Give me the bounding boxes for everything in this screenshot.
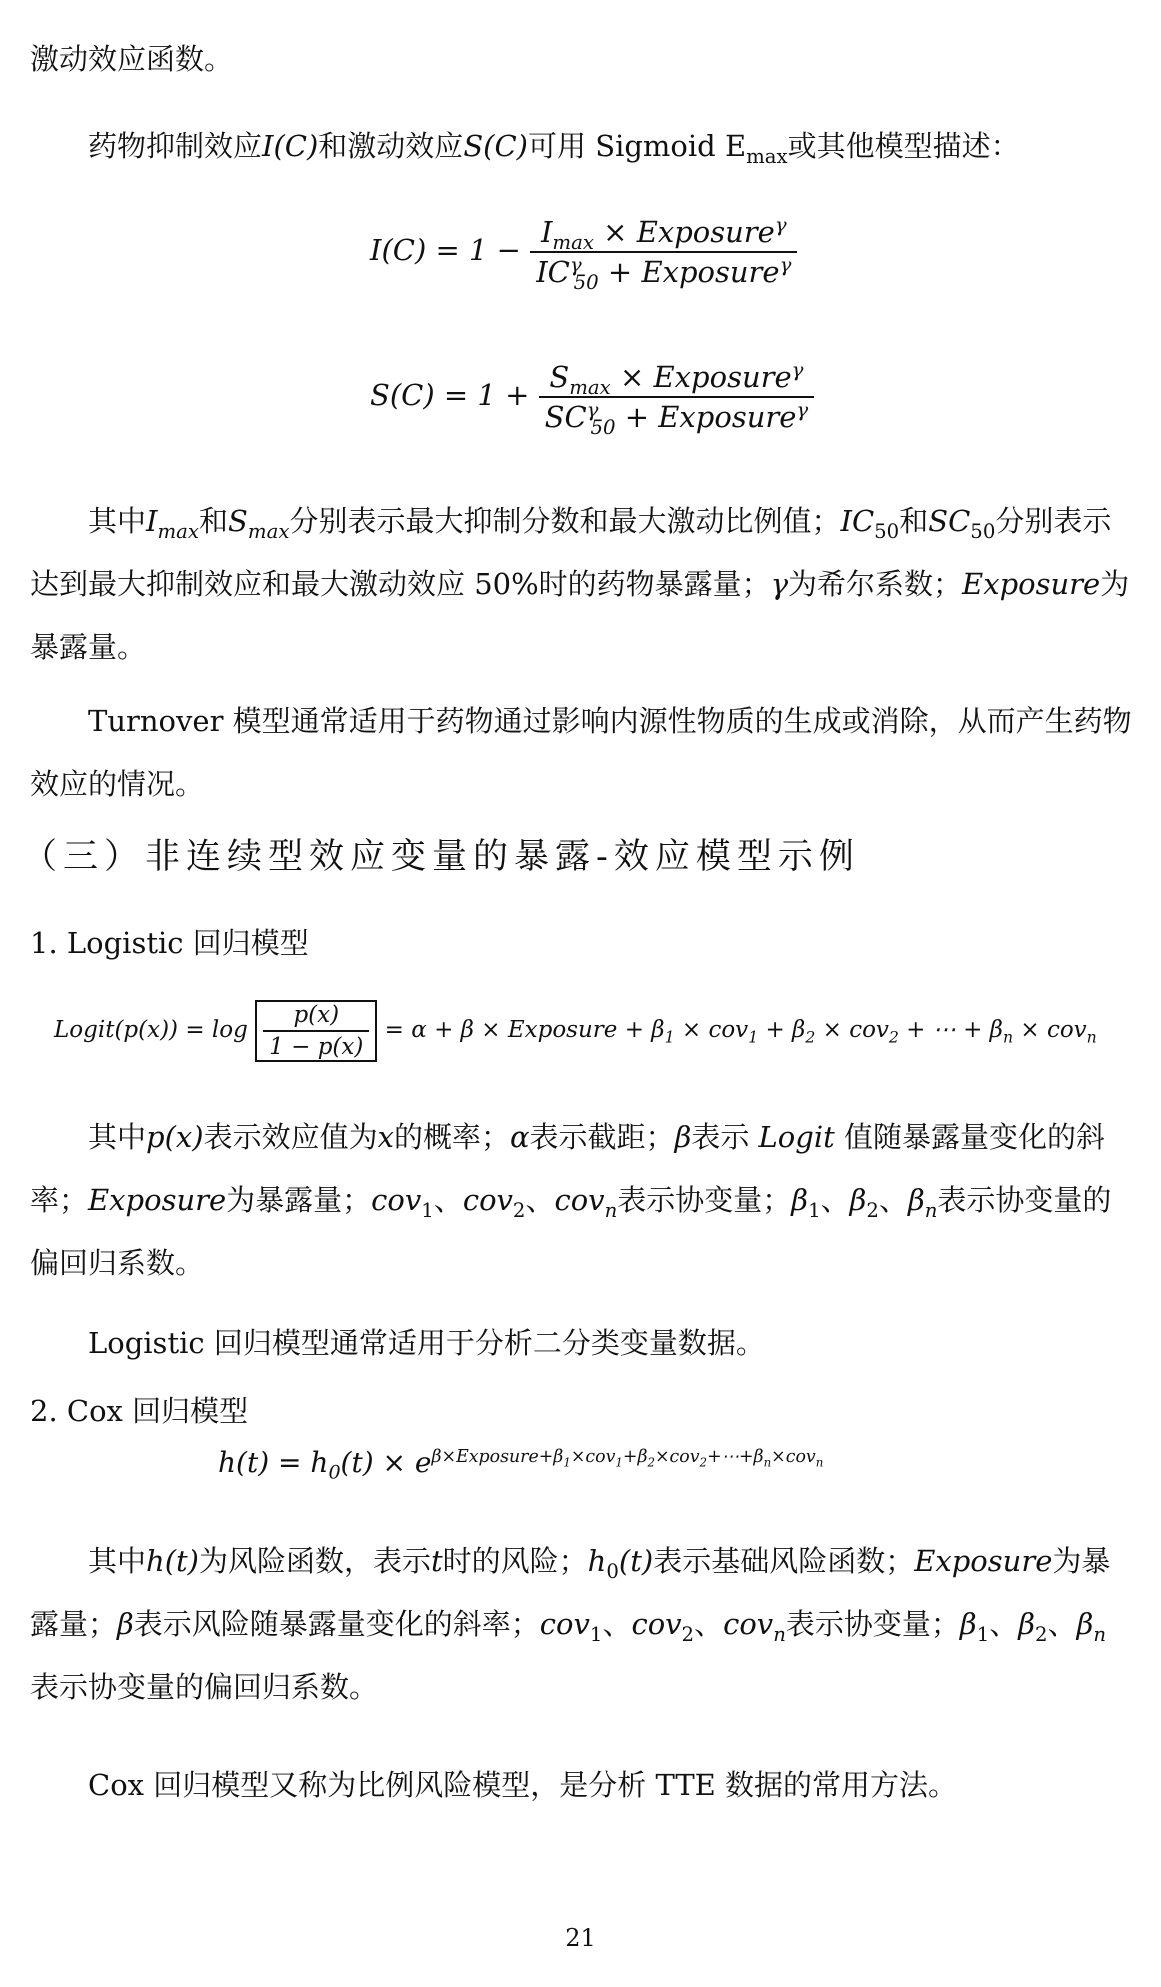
eq1-fraction <box>530 213 797 294</box>
equation-logistic <box>54 1000 1097 1062</box>
eq2-denominator: $SC^\gamma_{50}$ + Exposure$^\gamma$ <box>544 398 809 439</box>
page-number: 21 <box>565 1924 596 1952</box>
eq3-lhs: Logit(p(x)) = log <box>54 1017 248 1043</box>
paragraph-6: Logistic 回归模型通常适用于分析二分类变量数据。 <box>88 1326 765 1360</box>
eq4-body: $h(t) = h_0(t) \times e^{\beta\times Exposure+\beta_1\times cov_1+\beta_2\times cov_2+\cdots+\beta_n\times cov_n}$ <box>218 1446 824 1484</box>
eq4-exponent: β×Exposure+β1×cov1+β2×cov2+⋯+βn×covn <box>431 1446 824 1470</box>
paragraph-2 <box>30 115 1135 178</box>
section-heading: （三）非连续型效应变量的暴露-效应模型示例 <box>22 837 860 877</box>
math-ic: I(C) <box>262 129 319 163</box>
eq3-rhs: = α + β × Exposure + $\beta_1 \times cov_1 + \beta_2 \times cov_2$ + ⋯ + $\beta_n \times cov_n$ <box>384 1017 1097 1047</box>
eq3-bracket <box>255 1000 377 1062</box>
paragraph-1: 激动效应函数。 <box>30 42 234 76</box>
eq2-numerator: $S_{max}$ × Exposure$^\gamma$ <box>539 360 815 398</box>
paragraph-5: 其中p(x)表示效应值为x的概率；α表示截距；β表示 Logit 值随暴露量变化的斜率；Exposure为暴露量；cov$_1$、cov$_2$、cov$_n$表示协变量；$\beta_1$、$\beta_2$、$\beta_n$表示协变量的偏回归系数。 <box>30 1120 1112 1280</box>
text: 和激动效应 <box>318 129 464 163</box>
paragraph-4: Turnover 模型通常适用于药物通过影响内源性物质的生成或消除，从而产生药物效应的情况。 <box>30 704 1132 801</box>
eq1-lhs: I(C) = 1 − <box>370 233 521 267</box>
eq1-numerator: $I_{max}$ × Exposure$^\gamma$ <box>530 215 797 253</box>
paragraph-8: Cox 回归模型又称为比例风险模型，是分析 TTE 数据的常用方法。 <box>88 1768 958 1802</box>
equation-inhibition <box>370 213 797 294</box>
math-sc: S(C) <box>463 129 528 163</box>
text: 可用 Sigmoid E <box>528 129 747 163</box>
equation-stimulation <box>370 358 814 439</box>
subheading-logistic: 1. Logistic 回归模型 <box>30 926 309 960</box>
eq2-lhs: S(C) = 1 + <box>370 378 530 412</box>
equation-cox <box>218 1446 824 1484</box>
eq2-fraction <box>539 358 815 439</box>
text: 或其他模型描述： <box>787 129 1020 163</box>
eq3-fraction: $\frac{p(x)}{1 - p(x)}$ <box>263 1002 369 1060</box>
paragraph-3: 其中$I_{max}$和$S_{max}$分别表示最大抑制分数和最大激动比例值；$IC_{50}$和$SC_{50}$分别表示达到最大抑制效应和最大激动效应 50%时的药物暴露量；γ为希尔系数；Exposure为暴露量。 <box>30 504 1130 664</box>
subheading-cox: 2. Cox 回归模型 <box>30 1394 249 1428</box>
text: 药物抑制效应 <box>88 129 263 163</box>
eq1-denominator: $IC^\gamma_{50}$ + Exposure$^\gamma$ <box>536 253 792 294</box>
paragraph-7: 其中h(t)为风险函数，表示t时的风险；$h_0(t)$表示基础风险函数；Exposure为暴露量；β表示风险随暴露量变化的斜率；cov$_1$、cov$_2$、cov$_n$表示协变量；$\beta_1$、$\beta_2$、$\beta_n$表示协变量的偏回归系数。 <box>30 1544 1111 1704</box>
emax-subscript: max <box>746 144 788 168</box>
